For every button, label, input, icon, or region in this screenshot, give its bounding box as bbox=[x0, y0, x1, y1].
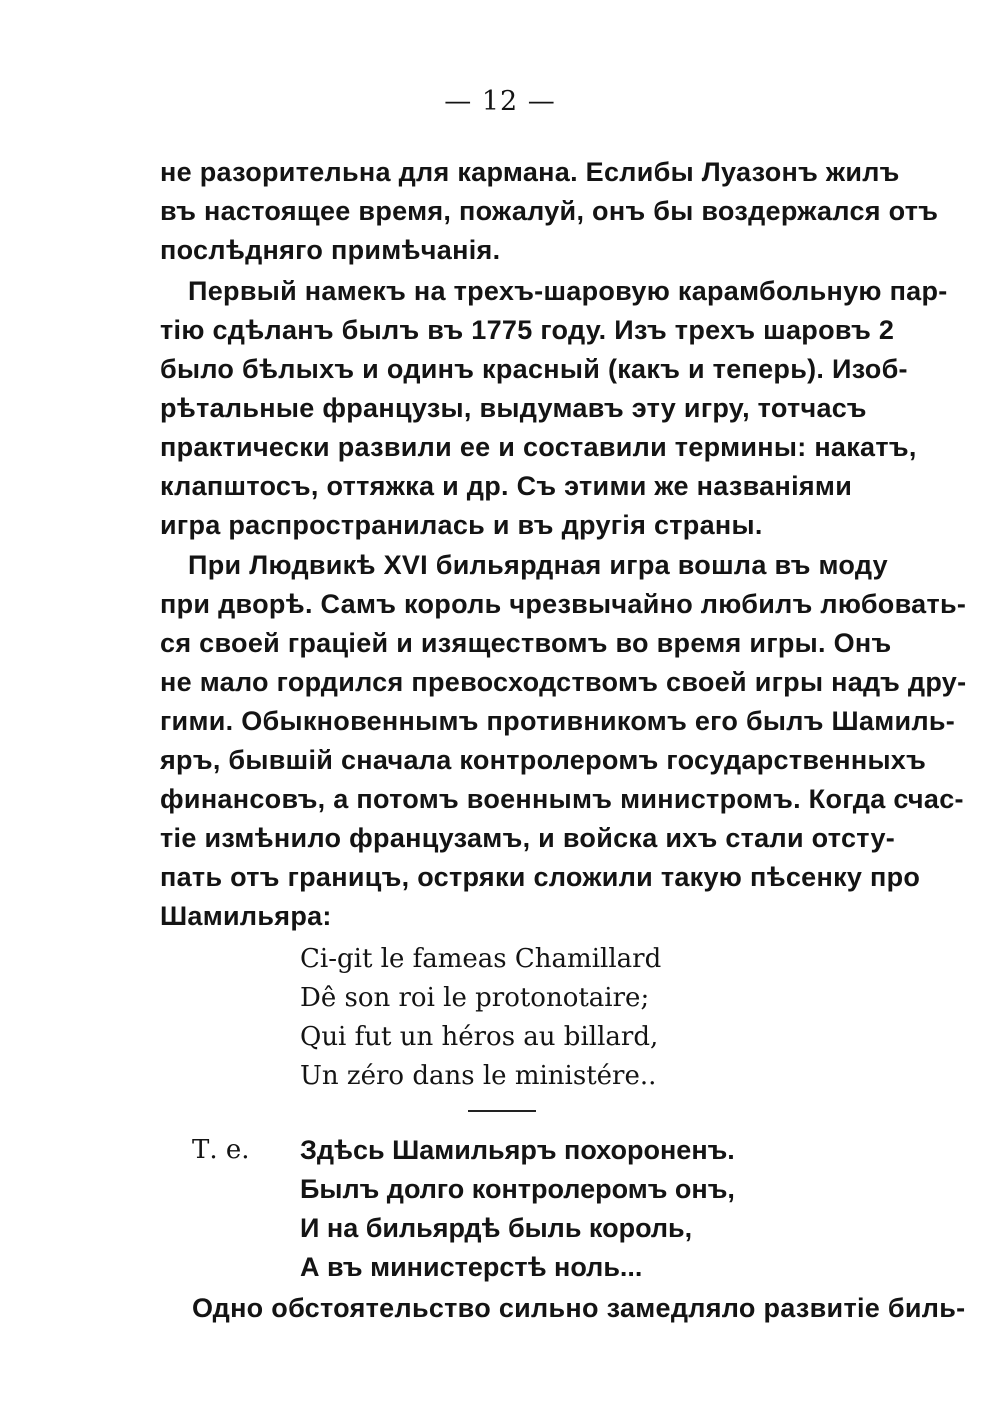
text-line: клапштосъ, оттяжка и др. Съ этими же названіями bbox=[160, 471, 853, 501]
verse-line: Здѣсь Шамильяръ похороненъ. bbox=[300, 1135, 735, 1165]
text-line: было бѣлыхъ и одинъ красный (какъ и теперь). Изоб- bbox=[160, 354, 908, 384]
text-line: гими. Обыкновеннымъ противникомъ его былъ Шамиль- bbox=[160, 706, 956, 736]
text-line: финансовъ, а потомъ военнымъ министромъ. Когда счас- bbox=[160, 784, 964, 814]
text-line: въ настоящее время, пожалуй, онъ бы воздержался отъ bbox=[160, 196, 939, 226]
text-line: послѣдняго примѣчанія. bbox=[160, 235, 501, 265]
text-line: игра распространилась и въ другія страны. bbox=[160, 510, 763, 540]
text-line: тію сдѣланъ былъ въ 1775 году. Изъ трехъ шаровъ 2 bbox=[160, 315, 895, 345]
text-line: рѣтальные французы, выдумавъ эту игру, тотчасъ bbox=[160, 393, 867, 423]
text-line: пать отъ границъ, остряки сложили такую пѣсенку про bbox=[160, 862, 921, 892]
text-line: не мало гордился превосходствомъ своей игры надъ дру- bbox=[160, 667, 967, 697]
verse-line: Ci-git le fameas Chamillard bbox=[300, 944, 662, 974]
text-line: тіе измѣнило французамъ, и войска ихъ стали отсту- bbox=[160, 823, 896, 853]
verse-line: Un zéro dans le ministére.. bbox=[300, 1061, 657, 1091]
text-line: Одно обстоятельство сильно замедляло развитіе биль- bbox=[192, 1293, 966, 1323]
text-line: Первый намекъ на трехъ-шаровую карамбольную пар- bbox=[188, 276, 948, 306]
divider-rule bbox=[468, 1110, 536, 1112]
verse-line: Dê son roi le protonotaire; bbox=[300, 983, 650, 1013]
page-number: — 12 — bbox=[444, 86, 556, 117]
text-line: Шамильяра: bbox=[160, 901, 332, 931]
translation-label: Т. е. bbox=[192, 1135, 250, 1165]
verse-line: А въ министерстѣ ноль... bbox=[300, 1252, 643, 1282]
verse-line: И на бильярдѣ быль король, bbox=[300, 1213, 693, 1243]
text-line: При Людвикѣ XVI бильярдная игра вошла въ моду bbox=[188, 550, 888, 580]
text-line: яръ, бывшій сначала контролеромъ государственныхъ bbox=[160, 745, 927, 775]
text-line: при дворѣ. Самъ король чрезвычайно любилъ любовать- bbox=[160, 589, 967, 619]
verse-line: Былъ долго контролеромъ онъ, bbox=[300, 1174, 735, 1204]
text-line: не разорительна для кармана. Еслибы Луазонъ жилъ bbox=[160, 157, 900, 187]
text-line: ся своей граціей и изяществомъ во время игры. Онъ bbox=[160, 628, 892, 658]
text-line: практически развили ее и составили термины: накатъ, bbox=[160, 432, 917, 462]
verse-line: Qui fut un héros au billard, bbox=[300, 1022, 659, 1052]
